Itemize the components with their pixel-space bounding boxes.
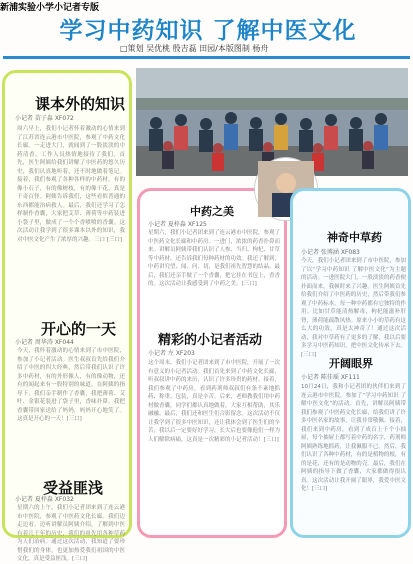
article-title-magic-herbs: 神奇中草药	[327, 231, 382, 244]
article-byline-magic-herbs: 小记者 张博涵 XF083	[301, 249, 360, 256]
article-title-chinese-medicine: 中药之美	[190, 205, 234, 218]
article-byline-classroom: 小记者 苗子淼 XF072	[15, 115, 74, 122]
article-byline-happy-day: 小记者 周华涛 XF044	[15, 339, 74, 346]
title-rule	[3, 56, 410, 59]
article-byline-gains: 小记者 夏梓淼 XF032	[15, 496, 74, 503]
article-title-gains: 受益匪浅	[43, 479, 104, 497]
article-title-classroom: 课本外的知识	[35, 95, 126, 113]
page-title: 学习中药知识 了解中医文化	[59, 18, 357, 44]
article-body-eye-opener: 10月24日，我和小记者团的伙伴们来到了连云港市中医院，参加了“学习中药知识 了解中医文化”的活动。首先，讲解员阿姨带我们参观了中医药文化长廊，给我们讲了许多中医名家的故事，让我非常敬佩。接着，我们来到中药房，看到了成百上千个小抽屉，每个抽屉上都写着中药的名字，药剂师阿姨熟练地抓药，让我佩服不已。然后，我们认识了各种中药材，有的是植物的根，有的是花，还有的是动物的壳。最后，我们在阿姨的指导下做了香囊，大家都做得很认真。这次活动让我开阔了眼界，我爱中医文化！[三口]	[301, 384, 406, 492]
article-byline-eye-opener: 小记者 陈佳瑶 XF111	[301, 374, 360, 381]
article-byline-reporter: 小记者 左 XF203	[148, 350, 195, 357]
credits-line: □策划 吴优桃 殷吉磊 田园/本版图制 杨舟	[120, 44, 269, 53]
article-title-happy-day: 开心的一天	[41, 320, 117, 338]
right-column-panel	[290, 188, 411, 538]
article-body-classroom: 周六早上，我们小记者怀着激动的心情来到了江苏省连云港市中医院，参观了中药文化长廊。一走进大门，就闻到了一股淡淡的中药清香，工作人员热情地接待了我们。首先，医生阿姨给我们讲解了中医药的悠久历史，我们认真地听着，还不时地做着笔记。接着，我们参观了各种各样的中药材，有的像小石子，有的像树枝，有的像干花，真是千奇百怪。阿姨告诉我们，这些看似普通的东西都能治病救人。最后，我们还学习了怎样制作香囊，大家把艾草、薄荷等中药装进小袋子里，做成了一个个香喷喷的香囊。这次活动让我学到了很多课本以外的知识，我对中医文化产生了浓厚的兴趣。三口 [三口]	[17, 126, 125, 243]
article-title-reporter: 精彩的小记者活动	[158, 333, 263, 348]
middle-panel	[137, 188, 287, 538]
article-byline-chinese-medicine: 小记者 夏梓淼 XF125	[148, 221, 207, 228]
article-body-chinese-medicine: 星期六，我们小记者团来到了连云港市中医院，参观了中医药文化长廊和中药房。一进门，浓浓的药香扑鼻而来。讲解员阿姨带我们认识了人参、当归、枸杞、甘草等中药材，还告诉我们每种药材的功效。我还了解到，中药讲究望、闻、问、切，是我们祖先智慧的结晶。最后，我们还亲手做了一个香囊，把它挂在书包上，香香的。这次活动让我感受到了中药之美。[三口]	[148, 230, 281, 287]
article-title-eye-opener: 开阔眼界	[329, 357, 373, 370]
article-body-magic-herbs: 今天，我们小记者团来到了市中医院，参加了以“学习中药知识 了解中医文化”为主题的活动。一进医院大门，一股淡淡的药香便扑面而来，我顿时来了兴趣。医生阿姨首先给我们介绍了中医药的历史，然后带我们参观了中药标本，每一种中药都有它独特的作用。比如甘草能清热解毒，枸杞能滋补肝肾，薄荷能疏散风热。原来小小的草药有这么大的功效，真是太神奇了！通过这次活动，我对中草药有了更多的了解，我以后要多学习中医药知识，把中医文化传承下去。[三口]	[301, 258, 406, 358]
group-photo	[136, 68, 408, 176]
article-body-reporter: 这个周末，我们小记者团来到了市中医院，开展了一次有意义的小记者活动。我们首先来到了中药文化长廊，听叔叔讲中药的来历，认识了许多珍贵的药材。接着，我们参观了中药房，看到药剂师叔叔们有条不紊地抓药、称重、包装，真是辛苦。后来，老师教我们用中药材做香囊，同学们都认真地做着，大家互相帮助，其乐融融。最后，我们还和医生们合影留念。这次活动不仅让我学到了很多中医知识，还让我体会到了医生们的辛苦，我以后一定要好好学习，长大后也要像他们一样为人们解除病痛。这真是一次精彩的小记者活动！[三口]	[148, 360, 281, 443]
article-body-happy-day: 今天，我怀着激动的心情来到了市中医院，参加了小记者活动。医生叔叔首先给我们介绍了中医的四大经典，然后带我们认识了许多中药材，有的外形像人，有的像动物，还有的闻起来有一股特别的味道。在阿姨的指导下，我们亲手制作了香囊，我把薄荷、艾叶、金银花装进了袋子里，香味扑鼻。我把香囊带回家送给了妈妈，妈妈开心地笑了。这真是开心的一天！[三口]	[17, 348, 125, 422]
left-column-panel	[2, 70, 132, 562]
corner-label: 新浦实验小学小记者专版	[0, 3, 100, 13]
article-body-gains: 星期六的上午，我们小记者团来到了连云港市中医院，参观了中医药文化长廊。我们边走边看，边听讲解员阿姨介绍，了解到中医有着几千年的历史，我们的祖先用各种草药为人们治病。通过这次活动，我知道了要珍惜我们的身体，也更加热爱我们祖国的中医文化，真是受益匪浅。[三口]	[17, 505, 125, 562]
